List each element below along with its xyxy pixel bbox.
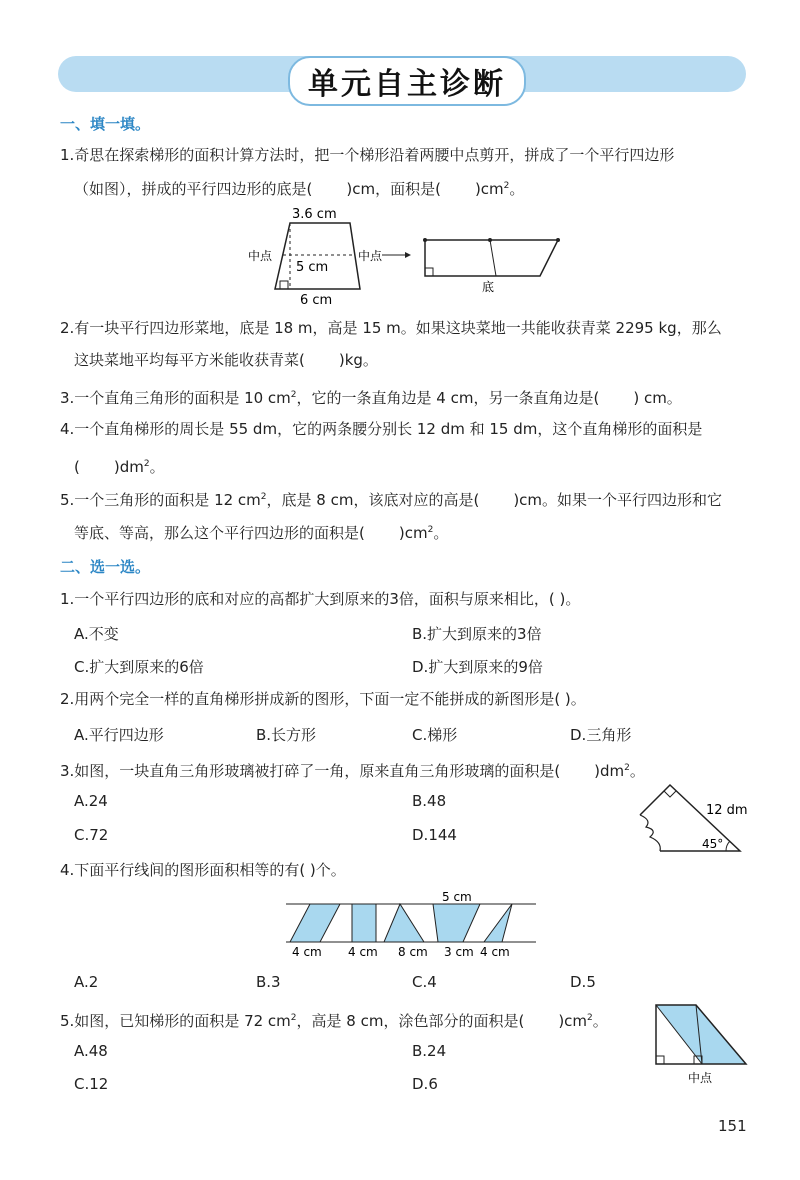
page-title: 单元自主诊断 bbox=[288, 56, 526, 106]
c1-option-a[interactable]: A.不变 bbox=[74, 625, 119, 643]
q5-line1: 5.一个三角形的面积是 12 $cm^2$，底是 8 cm，该底对应的高是( )cm。如果一个平行四边形和它 bbox=[60, 491, 723, 509]
c3-option-a[interactable]: A.24 bbox=[74, 792, 108, 810]
q1-trapezoid-figure bbox=[240, 203, 570, 308]
c4-option-c[interactable]: C.4 bbox=[412, 973, 437, 991]
q5-line2: 等底、等高，那么这个平行四边形的面积是( )$cm^2$。 bbox=[74, 524, 449, 542]
q1-line1: 1.奇思在探索梯形的面积计算方法时，把一个梯形沿着两腰中点剪开，拼成了一个平行四边形 bbox=[60, 146, 675, 164]
c3-option-b[interactable]: B.48 bbox=[412, 792, 447, 810]
c2-option-c[interactable]: C.梯形 bbox=[412, 726, 458, 744]
q1-label-mid-right: 中点 bbox=[358, 249, 383, 263]
c4-label-b1: 4 cm bbox=[292, 945, 322, 959]
q1-label-height: 5 cm bbox=[296, 260, 329, 275]
c4-parallel-shapes-figure bbox=[280, 886, 542, 960]
q1-label-top: 3.6 cm bbox=[292, 207, 337, 222]
c1-option-b[interactable]: B.扩大到原来的3倍 bbox=[412, 625, 542, 643]
c5-option-a[interactable]: A.48 bbox=[74, 1042, 108, 1060]
c3-option-c[interactable]: C.72 bbox=[74, 826, 109, 844]
c4-option-a[interactable]: A.2 bbox=[74, 973, 99, 991]
q1-label-mid-left: 中点 bbox=[248, 249, 273, 263]
q2-line2: 这块菜地平均每平方米能收获青菜( )kg。 bbox=[74, 351, 378, 369]
c3-option-d[interactable]: D.144 bbox=[412, 826, 457, 844]
c4-label-b4: 3 cm bbox=[444, 945, 474, 959]
c2-stem: 2.用两个完全一样的直角梯形拼成新的图形，下面一定不能拼成的新图形是( )。 bbox=[60, 690, 586, 708]
c3-stem: 3.如图，一块直角三角形玻璃被打碎了一角，原来直角三角形玻璃的面积是( )$dm^2$。 bbox=[60, 762, 645, 780]
c4-label-b5: 4 cm bbox=[480, 945, 510, 959]
c2-option-d[interactable]: D.三角形 bbox=[570, 726, 632, 744]
c4-option-d[interactable]: D.5 bbox=[570, 973, 596, 991]
c5-trapezoid-figure bbox=[646, 1000, 756, 1090]
c4-stem: 4.下面平行线间的图形面积相等的有( )个。 bbox=[60, 861, 346, 879]
c2-option-a[interactable]: A.平行四边形 bbox=[74, 726, 164, 744]
q2-line1: 2.有一块平行四边形菜地，底是 18 m，高是 15 m。如果这块菜地一共能收获青菜 2295 kg，那么 bbox=[60, 319, 722, 337]
c5-stem: 5.如图，已知梯形的面积是 72 $cm^2$，高是 8 cm，涂色部分的面积是( )$cm^2$。 bbox=[60, 1012, 608, 1030]
c4-option-b[interactable]: B.3 bbox=[256, 973, 281, 991]
q4-line2: ( )$dm^2$。 bbox=[74, 458, 165, 476]
c2-option-b[interactable]: B.长方形 bbox=[256, 726, 317, 744]
c1-stem: 1.一个平行四边形的底和对应的高都扩大到原来的3倍，面积与原来相比，( )。 bbox=[60, 590, 581, 608]
c1-option-d[interactable]: D.扩大到原来的9倍 bbox=[412, 658, 543, 676]
c4-label-b3: 8 cm bbox=[398, 945, 428, 959]
q3-line: 3.一个直角三角形的面积是 10 $cm^2$，它的一条直角边是 4 cm，另一条直角边是( ) cm。 bbox=[60, 389, 682, 407]
c5-label-mid: 中点 bbox=[688, 1071, 713, 1085]
section-choice-title: 二、选一选。 bbox=[60, 558, 151, 576]
c1-option-c[interactable]: C.扩大到原来的6倍 bbox=[74, 658, 204, 676]
c3-broken-triangle-figure bbox=[630, 780, 780, 860]
c4-label-b2: 4 cm bbox=[348, 945, 378, 959]
c4-label-top: 5 cm bbox=[442, 890, 472, 904]
c3-label-side: 12 dm bbox=[706, 803, 748, 818]
section-fill-in-title: 一、填一填。 bbox=[60, 115, 151, 133]
c5-option-c[interactable]: C.12 bbox=[74, 1075, 109, 1093]
c5-option-b[interactable]: B.24 bbox=[412, 1042, 447, 1060]
q4-line1: 4.一个直角梯形的周长是 55 dm，它的两条腰分别长 12 dm 和 15 dm，这个直角梯形的面积是 bbox=[60, 420, 703, 438]
page-number: 151 bbox=[718, 1117, 747, 1135]
c5-option-d[interactable]: D.6 bbox=[412, 1075, 438, 1093]
q1-line2: （如图），拼成的平行四边形的底是( )cm，面积是( )$cm^2$。 bbox=[74, 180, 525, 198]
q1-label-bottom: 6 cm bbox=[300, 293, 333, 308]
q1-label-base: 底 bbox=[482, 280, 495, 294]
c3-label-angle: 45° bbox=[702, 837, 724, 851]
